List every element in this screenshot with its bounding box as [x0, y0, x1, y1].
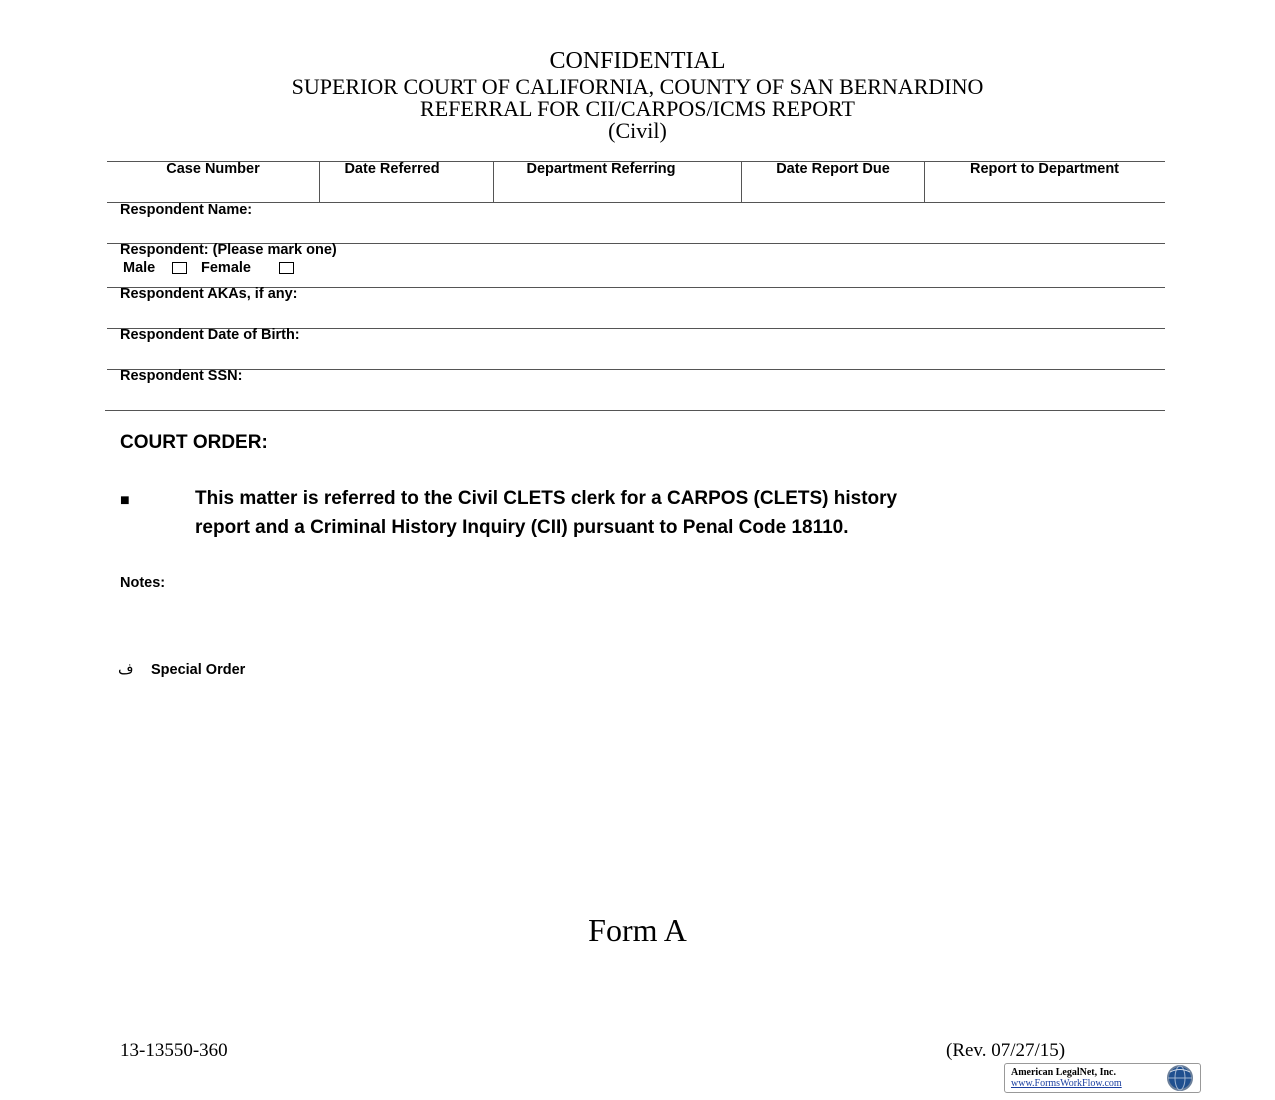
court-order-text-line1: This matter is referred to the Civil CLETS clerk for a CARPOS (CLETS) history — [195, 488, 898, 509]
respondent-ssn-label: Respondent SSN: — [120, 368, 243, 384]
row-divider-ssn — [105, 410, 1165, 411]
column-header-case-number: Case Number — [166, 161, 260, 177]
special-order-checkbox-glyph[interactable]: ف — [118, 660, 134, 678]
form-name: Form A — [588, 912, 687, 948]
respondent-dob-label: Respondent Date of Birth: — [120, 327, 300, 343]
female-label: Female — [201, 260, 251, 276]
forms-workflow-badge[interactable] — [1004, 1063, 1201, 1093]
notes-label: Notes: — [120, 575, 166, 591]
column-header-report-to-department: Report to Department — [969, 161, 1120, 177]
form-subtitle: (Civil) — [608, 118, 667, 143]
female-checkbox[interactable] — [279, 262, 294, 274]
special-order-label: Special Order — [151, 662, 246, 678]
court-name: SUPERIOR COURT OF CALIFORNIA, COUNTY OF SAN BERNARDINO — [291, 74, 984, 99]
bullet-square-icon: ■ — [120, 492, 130, 509]
male-checkbox[interactable] — [172, 262, 187, 274]
court-order-text-line2: report and a Criminal History Inquiry (CII) pursuant to Penal Code 18110. — [195, 517, 849, 538]
male-label: Male — [123, 260, 156, 276]
badge-url-link[interactable]: www.FormsWorkFlow.com — [1011, 1078, 1122, 1089]
column-header-date-referred: Date Referred — [344, 161, 440, 177]
table-row-divider — [107, 202, 1165, 203]
respondent-name-label: Respondent Name: — [120, 202, 253, 218]
row-divider-dob — [107, 369, 1165, 370]
column-header-date-report-due: Date Report Due — [776, 161, 890, 177]
revision-date: (Rev. 07/27/15) — [946, 1040, 1066, 1061]
respondent-akas-label: Respondent AKAs, if any: — [120, 286, 298, 302]
confidential-title: CONFIDENTIAL — [549, 48, 726, 74]
respondent-sex-label: Respondent: (Please mark one) — [120, 242, 337, 258]
column-header-department-referring: Department Referring — [526, 161, 676, 177]
form-title: REFERRAL FOR CII/CARPOS/ICMS REPORT — [420, 96, 855, 121]
court-order-heading: COURT ORDER: — [120, 432, 268, 453]
globe-logo-icon — [1162, 1064, 1198, 1092]
badge-company: American LegalNet, Inc. — [1011, 1067, 1116, 1078]
form-number: 13-13550-360 — [120, 1040, 228, 1061]
